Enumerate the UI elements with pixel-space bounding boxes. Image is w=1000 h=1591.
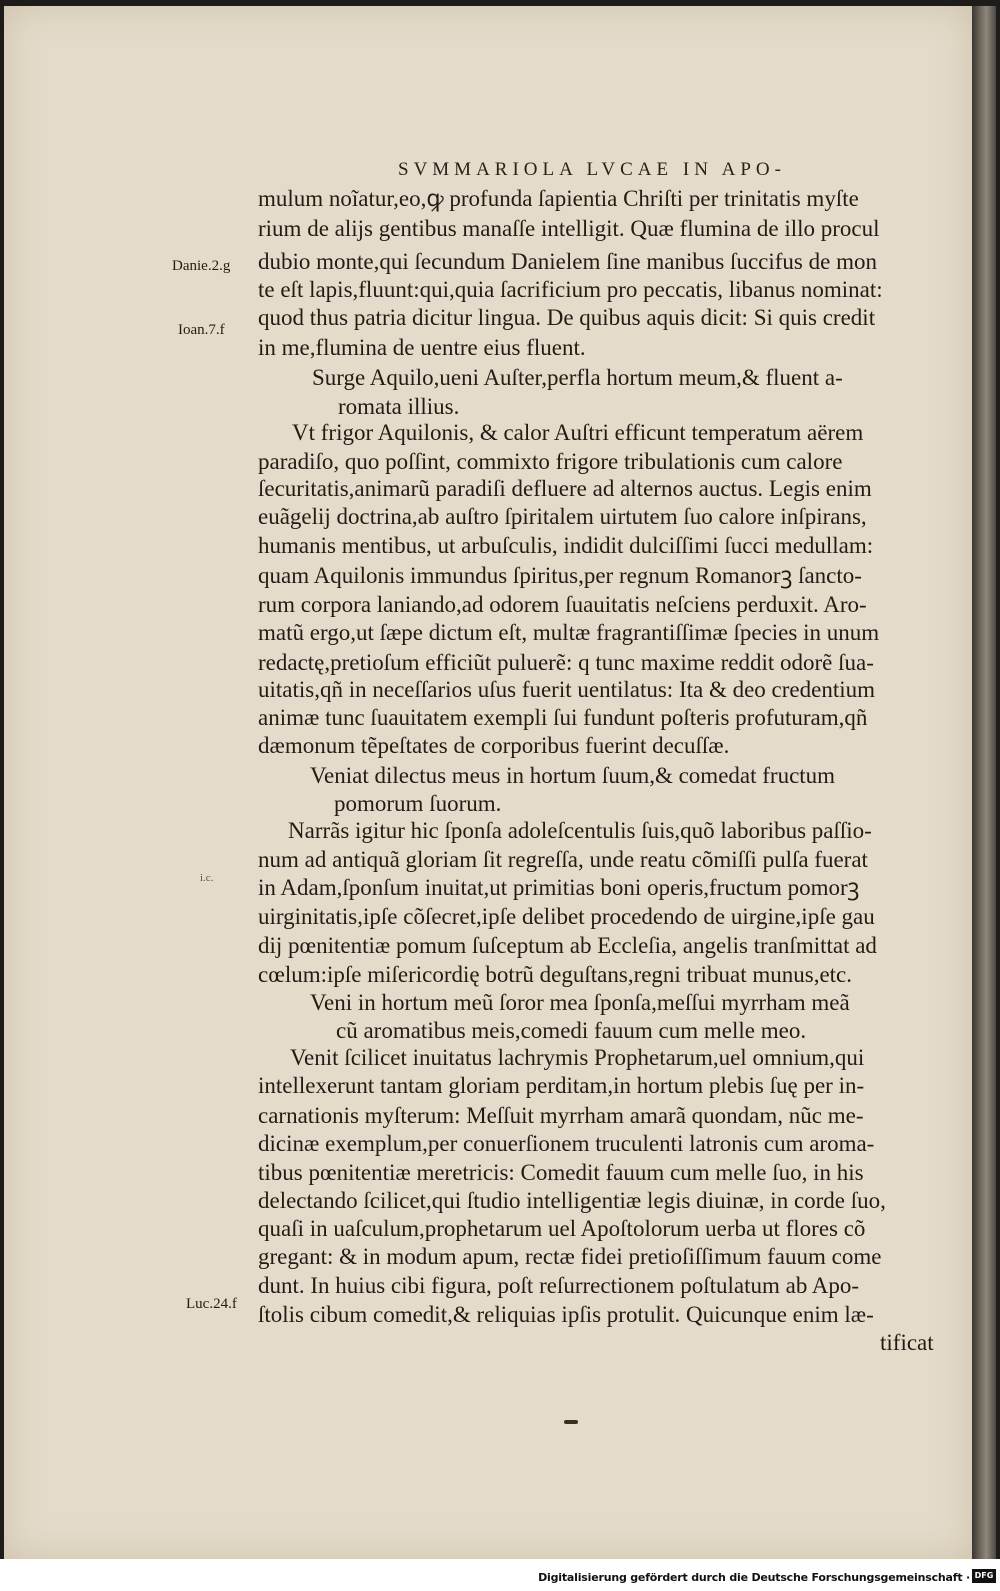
text-line: mulum noĩatur,eo,ꝙ profunda ſapientia Chriſti per trinitatis myſte bbox=[258, 186, 859, 211]
text-line: Venit ſcilicet inuitatus lachrymis Prophetarum,uel omnium,qui bbox=[290, 1045, 865, 1070]
text-line: ſtolis cibum comedit,& reliquias ipſis protulit. Quicunque enim læ- bbox=[258, 1302, 874, 1327]
signature-mark bbox=[564, 1420, 578, 1424]
verse-line: pomorum ſuorum. bbox=[334, 791, 502, 816]
text-line: te eſt lapis,fluunt:qui,quia ſacrificium pro peccatis, libanus nominat: bbox=[258, 277, 883, 302]
verse-line: Veniat dilectus meus in hortum ſuum,& comedat fructum bbox=[310, 763, 836, 788]
text-line: dij pœnitentiæ pomum ſuſceptum ab Eccleſia, angelis tranſmittat ad bbox=[258, 933, 877, 958]
text-line: dæmonum tẽpeſtates de corporibus fuerint decuſſæ. bbox=[258, 733, 730, 758]
verse-line: Veni in hortum meũ ſoror mea ſponſa,meſſui myrrham meã bbox=[310, 990, 850, 1015]
text-line: delectando ſcilicet,qui ſtudio intelligentiæ legis diuinæ, in corde ſuo, bbox=[258, 1188, 886, 1213]
verse-line: Surge Aquilo,ueni Auſter,perfla hortum meum,& fluent a- bbox=[312, 365, 843, 390]
catchword: tificat bbox=[880, 1330, 934, 1355]
text-line: Vt frigor Aquilonis, & calor Auſtri efficunt temperatum aërem bbox=[292, 420, 864, 445]
text-line: uitatis,qñ in neceſſarios uſus fuerit uentilatus: Ita & deo credentium bbox=[258, 677, 876, 702]
text-line: cœlum:ipſe miſericordię botrũ deguſtans,regni tribuat munus,etc. bbox=[258, 962, 853, 987]
text-line: dubio monte,qui ſecundum Danielem ſine manibus ſuccifus de mon bbox=[258, 249, 877, 274]
text-line: intellexerunt tantam gloriam perditam,in hortum plebis ſuę per in- bbox=[258, 1073, 865, 1098]
text-line: euãgelij doctrina,ab auſtro ſpiritalem uirtutem ſuo calore inſpirans, bbox=[258, 504, 867, 529]
text-line: dunt. In huius cibi figura, poſt reſurrectionem poſtulatum ab Apo- bbox=[258, 1273, 860, 1298]
margin-note: Danie.2.g bbox=[172, 258, 231, 274]
text-line: ſecuritatis,animarũ paradiſi defluere ad alternos auctus. Legis enim bbox=[258, 476, 872, 501]
text-line: Narrãs igitur hic ſponſa adoleſcentulis ſuis,quõ laboribus paſſio- bbox=[288, 818, 872, 843]
verse-line: cũ aromatibus meis,comedi fauum cum melle meo. bbox=[336, 1018, 807, 1043]
text-line: redactę,pretioſum efficiũt puluerẽ: q tunc maxime reddit odorẽ ſua- bbox=[258, 650, 874, 675]
text-line: paradiſo, quo poſſint, commixto frigore tribulationis cum calore bbox=[258, 449, 843, 474]
running-head: SVMMARIOLA LVCAE IN APO- bbox=[398, 159, 786, 180]
text-line: in me,flumina de uentre eius fluent. bbox=[258, 335, 586, 360]
text-line: dicinæ exemplum,per conuerſionem truculenti latronis cum aroma- bbox=[258, 1131, 875, 1156]
stray-mark: i.c. bbox=[200, 872, 214, 884]
text-line: gregant: & in modum apum, rectæ fidei pretioſiſſimum fauum come bbox=[258, 1244, 882, 1269]
dfg-logo-icon: DFG bbox=[972, 1569, 996, 1583]
text-line: animæ tunc ſuauitatem exempli ſui fundunt poſteris profuturam,qñ bbox=[258, 705, 868, 730]
text-line: matũ ergo,ut ſæpe dictum eſt, multæ fragrantiſſimæ ſpecies in unum bbox=[258, 620, 880, 645]
text-line: rium de alijs gentibus manaſſe intelligit. Quæ flumina de illo procul bbox=[258, 216, 880, 241]
text-line: uirginitatis,ipſe cõſecret,ipſe delibet procedendo de uirgine,ipſe gau bbox=[258, 904, 875, 929]
text-line: tibus pœnitentiæ meretricis: Comedit fauum cum melle ſuo, in his bbox=[258, 1160, 864, 1185]
margin-note: Luc.24.f bbox=[186, 1296, 237, 1312]
digitization-credit: Digitalisierung gefördert durch die Deutsche Forschungsgemeinschaft · bbox=[538, 1571, 970, 1584]
page-edge bbox=[972, 6, 996, 1559]
text-line: in Adam,ſponſum inuitat,ut primitias boni operis,fructum pomorꝫ bbox=[258, 875, 860, 900]
text-line: humanis mentibus, ut arbuſculis, indidit dulciſſimi ſucci medullam: bbox=[258, 533, 874, 558]
text-line: carnationis myſterum: Meſſuit myrrham amarã quondam, nũc me- bbox=[258, 1103, 864, 1128]
text-line: quaſi in uaſculum,prophetarum uel Apoſtolorum uerba ut flores cõ bbox=[258, 1216, 866, 1241]
margin-note: Ioan.7.f bbox=[178, 322, 225, 338]
text-line: quod thus patria dicitur lingua. De quibus aquis dicit: Si quis credit bbox=[258, 305, 876, 330]
verse-line: romata illius. bbox=[338, 394, 460, 419]
text-line: num ad antiquã gloriam ſit regreſſa, unde reatu cõmiſſi pulſa fuerat bbox=[258, 847, 868, 872]
text-line: quam Aquilonis immundus ſpiritus,per regnum Romanorꝫ ſancto- bbox=[258, 563, 862, 588]
text-line: rum corpora laniando,ad odorem ſuauitatis neſciens perduxit. Aro- bbox=[258, 592, 867, 617]
